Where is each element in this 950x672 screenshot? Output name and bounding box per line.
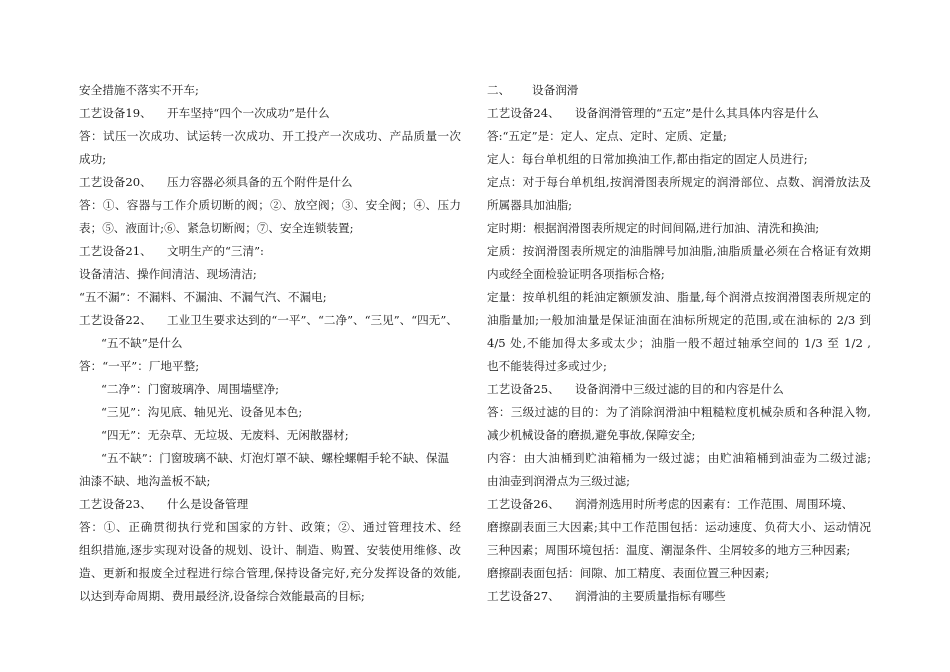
question-text: 文明生产的“三清”:	[167, 244, 264, 258]
answer-line: 以达到寿命周期、费用最经济,设备综合效能最高的目标;	[79, 589, 365, 603]
answer-line: “五不缺”：门窗玻璃不缺、灯泡灯罩不缺、螺栓螺帽手轮不缺、保温	[101, 451, 450, 465]
left-column	[79, 79, 461, 608]
question-text: 润滑油的主要质量指标有哪些	[575, 589, 726, 603]
question-label: 工艺设备22、	[79, 313, 152, 327]
answer-line: 答:“五定”是：定人、定点、定时、定质、定量;	[487, 129, 727, 143]
answer-line: 也不能装得过多或过少;	[487, 359, 607, 373]
text-line: 安全措施不落实不开车;	[79, 83, 199, 97]
answer-line: 定量：按单机组的耗油定额颁发油、脂量,每个润滑点按润滑图表所规定的	[487, 290, 871, 304]
answer-line: 油漆不缺、地沟盖板不缺;	[79, 474, 211, 488]
answer-line: “二净”：门窗玻璃净、周围墙壁净;	[101, 382, 280, 396]
question-label: 工艺设备20、	[79, 175, 152, 189]
answer-line: 三种因素；周围环境包括：温度、潮湿条件、尘屑较多的地方三种因素;	[487, 543, 851, 557]
question-24	[487, 102, 871, 125]
answer-line: “四无”：无杂草、无垃圾、无废料、无闲散器材;	[101, 428, 349, 442]
answer-line: 定人：每台单机组的日常加换油工作,都由指定的固定人员进行;	[487, 152, 808, 166]
right-column	[487, 79, 871, 608]
answer-line: 答：三级过滤的目的：为了消除润滑油中粗糙粒度机械杂质和各种混入物,	[487, 405, 871, 419]
answer-line: 设备清洁、操作间清洁、现场清洁;	[79, 267, 257, 281]
question-27	[487, 585, 871, 608]
question-text: 工业卫生要求达到的“一平”、“二净”、“三见”、“四无”、	[167, 313, 458, 327]
question-label: 工艺设备23、	[79, 497, 152, 511]
question-20	[79, 171, 461, 194]
answer-line: 所属器具加油脂;	[487, 198, 573, 212]
answer-line: 内或经全面检验证明各项指标合格;	[487, 267, 665, 281]
question-text-continued: “五不缺”是什么	[101, 336, 183, 350]
answer-line: 答：①、容器与工作介质切断的阀；②、放空阀；③、安全阀；④、压力	[79, 198, 461, 212]
answer-line: 磨擦副表面包括：间隙、加工精度、表面位置三种因素;	[487, 566, 770, 580]
question-label: 工艺设备24、	[487, 106, 560, 120]
answer-line: 磨擦副表面三大因素;其中工作范围包括：运动速度、负荷大小、运动情况	[487, 520, 871, 534]
answer-line: 4/5 处,不能加得太多或太少；油脂一般不超过轴承空间的 1/3 至 1/2 ,	[487, 336, 871, 350]
question-22	[79, 309, 461, 332]
question-label: 工艺设备21、	[79, 244, 152, 258]
question-21	[79, 240, 461, 263]
answer-line: 油脂量加;一般加油量是保证油面在油标所规定的范围,或在油标的 2/3 到	[487, 313, 871, 327]
question-25	[487, 378, 871, 401]
answer-line: “五不漏”：不漏料、不漏油、不漏气汽、不漏电;	[79, 290, 327, 304]
answer-line: 答：“一平”：厂地平整;	[79, 359, 200, 373]
question-label: 工艺设备27、	[487, 589, 560, 603]
question-label: 工艺设备25、	[487, 382, 560, 396]
question-23	[79, 493, 461, 516]
answer-line: 内容：由大油桶到贮油箱桶为一级过滤；由贮油箱桶到油壶为二级过滤;	[487, 451, 871, 465]
answer-line: 表；⑤、液面计;⑥、紧急切断阀；⑦、安全连锁装置;	[79, 221, 354, 235]
section-title: 设备润滑	[532, 83, 579, 97]
question-label: 工艺设备19、	[79, 106, 152, 120]
answer-line: 定时期：根据润滑图表所规定的时间间隔,进行加油、清洗和换油;	[487, 221, 820, 235]
section-number: 二、	[487, 83, 511, 97]
answer-line: “三见”：沟见底、轴见光、设备见本色;	[101, 405, 303, 419]
answer-line: 成功;	[79, 152, 107, 166]
question-label: 工艺设备26、	[487, 497, 560, 511]
answer-line: 减少机械设备的磨损,避免事故,保障安全;	[487, 428, 696, 442]
section-heading	[487, 79, 871, 102]
answer-line: 答：试压一次成功、试运转一次成功、开工投产一次成功、产品质量一次	[79, 129, 461, 143]
question-26	[487, 493, 871, 516]
question-text: 设备润滑管理的“五定”是什么其具体内容是什么	[575, 106, 819, 120]
answer-line: 定质：按润滑图表所规定的油脂牌号加油脂,油脂质量必须在合格证有效期	[487, 244, 871, 258]
question-text: 开车坚持“四个一次成功”是什么	[167, 106, 330, 120]
answer-line: 答：①、正确贯彻执行党和国家的方针、政策；②、通过管理技术、经	[79, 520, 461, 534]
question-text: 润滑剂选用时所考虑的因素有：工作范围、周围环境、	[575, 497, 854, 511]
answer-line: 定点：对于每台单机组,按润滑图表所规定的润滑部位、点数、润滑放法及	[487, 175, 871, 189]
question-text: 设备润滑中三级过滤的目的和内容是什么	[575, 382, 784, 396]
question-19	[79, 102, 461, 125]
answer-line: 由油壶到润滑点为三级过滤;	[487, 474, 631, 488]
answer-line: 造、更新和报废全过程进行综合管理,保持设备完好,充分发挥设备的效能,	[79, 566, 461, 580]
question-text: 压力容器必须具备的五个附件是什么	[167, 175, 353, 189]
answer-line: 组织措施,逐步实现对设备的规划、设计、制造、购置、安装使用维修、改	[79, 543, 461, 557]
question-text: 什么是设备管理	[167, 497, 249, 511]
